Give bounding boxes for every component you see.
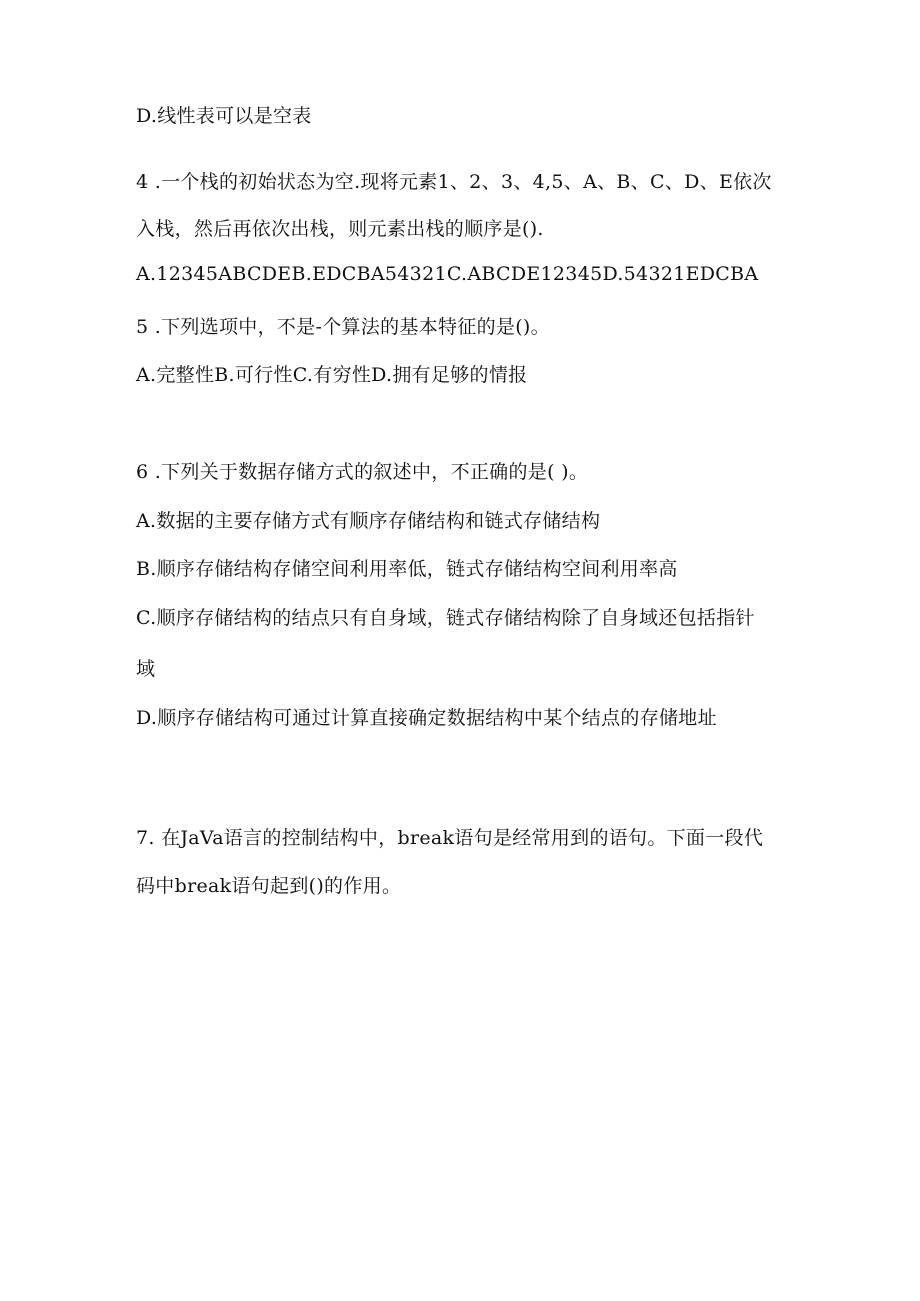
q6-option-d: D.顺序存储结构可通过计算直接确定数据结构中某个结点的存储地址: [136, 707, 717, 729]
q6-option-a: A.数据的主要存储方式有顺序存储结构和链式存储结构: [136, 510, 601, 532]
q5-stem: 5 .下列选项中，不是-个算法的基本特征的是()。: [136, 316, 550, 338]
q6-stem: 6 .下列关于数据存储方式的叙述中，不正确的是( )。: [136, 461, 589, 483]
q4-stem-line-2: 入栈，然后再依次出栈，则元素出栈的顺序是().: [136, 218, 544, 240]
q3-option-d: D.线性表可以是空表: [136, 105, 312, 127]
q6-option-c-line-1: C.顺序存储结构的结点只有自身域，链式存储结构除了自身域还包括指针: [136, 607, 755, 629]
q7-stem-line-2: 码中break语句起到()的作用。: [136, 875, 402, 897]
q6-option-b: B.顺序存储结构存储空间利用率低，链式存储结构空间利用率高: [136, 558, 678, 580]
q6-option-c-line-2: 域: [136, 658, 156, 680]
q4-stem-line-1: 4 .一个栈的初始状态为空.现将元素1、2、3、4,5、A、B、C、D、E依次: [136, 171, 772, 193]
q4-options: A.12345ABCDEB.EDCBA54321C.ABCDE12345D.54321EDCBA: [136, 263, 759, 285]
q7-stem-line-1: 7. 在JaVa语言的控制结构中，break语句是经常用到的语句。下面一段代: [136, 827, 764, 849]
q5-options: A.完整性B.可行性C.有穷性D.拥有足够的情报: [136, 364, 528, 386]
